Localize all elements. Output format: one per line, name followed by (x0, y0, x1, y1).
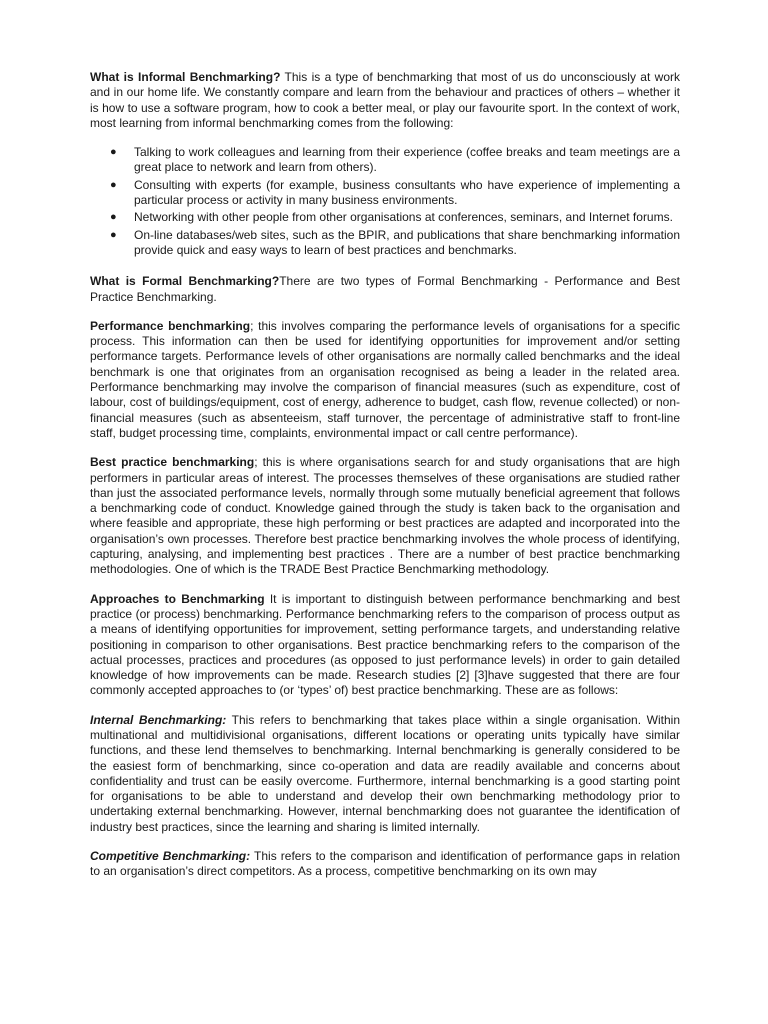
internal-text: This refers to benchmarking that takes place within a single organisation. Within multinational and multidivisional organisations, different locations or operating units typically have similar functions, and these lend themselves to benchmarking. Internal benchmarking is generally considered to be the easiest form of benchmarking, since co-operation and data are readily available and concerns about confidentiality and trust can be easily overcome. Furthermore, internal benchmarking is a good starting point for organisations to be able to understand and develop their own benchmarking methodology prior to undertaking external benchmarking. However, internal benchmarking does not guarantee the identification of industry best practices, since the learning and sharing is limited internally. (90, 712, 680, 834)
internal-heading: Internal Benchmarking: (90, 712, 227, 727)
best-practice-benchmarking-paragraph (90, 455, 680, 577)
approaches-paragraph (90, 592, 680, 699)
best-practice-heading: Best practice benchmarking (90, 455, 255, 470)
formal-benchmarking-paragraph (90, 274, 680, 305)
informal-heading: What is Informal Benchmarking? (90, 70, 281, 84)
formal-text: There are two types of Formal Benchmarking - Performance and Best Practice Benchmarking. (90, 274, 680, 304)
bullet-icon: ● (110, 211, 117, 224)
bullet-icon: ● (110, 146, 117, 159)
informal-benchmarking-paragraph (90, 70, 680, 131)
competitive-text: This refers to the comparison and identification of performance gaps in relation to an organisation’s direct competitors. As a process, competitive benchmarking on its own may (90, 849, 680, 879)
bullet-icon: ● (110, 178, 117, 191)
best-practice-text: ; this is where organisations search for and study organisations that are high performers in particular areas of interest. The processes themselves of these organisations are studied rather than just the associated performance levels, normally through some mutually beneficial agreement that follows a benchmarking code of conduct. Knowledge gained through the study is taken back to the organisation and where feasible and appropriate, these high performing or best practices are adapted and incorporated into the organisation’s own processes. Therefore best practice benchmarking involves the whole process of identifying, capturing, analysing, and implementing best practices . There are a number of best practice benchmarking methodologies. One of which is the TRADE Best Practice Benchmarking methodology. (90, 455, 680, 577)
competitive-heading: Competitive Benchmarking: (90, 849, 251, 864)
performance-benchmarking-paragraph (90, 319, 680, 441)
list-item: ● Consulting with experts (for example, business consultants who have experience of implementing a particular process or activity in many business environments. (110, 177, 680, 208)
list-item: ● Networking with other people from other organisations at conferences, seminars, and Internet forums. (110, 210, 673, 225)
informal-bullet-list (90, 145, 680, 258)
approaches-heading: Approaches to Benchmarking (90, 591, 265, 606)
list-item: ● On-line databases/web sites, such as the BPIR, and publications that share benchmarking information provide quick and easy ways to learn of best practices and benchmarks. (110, 227, 680, 257)
performance-heading: Performance benchmarking (90, 318, 251, 333)
internal-benchmarking-paragraph (90, 713, 680, 835)
list-item: ● Talking to work colleagues and learning from their experience (coffee breaks and team meetings are a great place to network and learn from others). (110, 145, 680, 175)
performance-text: ; this involves comparing the performance levels of organisations for a specific process. This information can then be used for identifying opportunities for improvement and/or setting performance targets. Performance levels of other organisations are normally called benchmarks and the ideal benchmark is one that originates from an organisation recognised as being a leader in the related area. Performance benchmarking may involve the comparison of financial measures (such as expenditure, cost of labour, cost of buildings/equipment, cost of energy, adherence to budget, cash flow, revenue collected) or non-financial measures (such as absenteeism, staff turnover, the percentage of administrative staff to front-line staff, budget processing time, complaints, environmental impact or call centre performance). (90, 318, 680, 440)
formal-heading: What is Formal Benchmarking? (90, 274, 280, 289)
approaches-text: It is important to distinguish between performance benchmarking and best practice (or process) benchmarking. Performance benchmarking refers to the comparison of process output as a means of identifying opportunities for improvement, setting performance targets, and understanding relative positioning in comparison to other organisations. Best practice benchmarking refers to the comparison of the actual processes, practices and procedures (as opposed to just performance levels) in order to gain detailed knowledge of how improvements can be made. Research studies [2] [3]have suggested that there are four commonly accepted approaches to (or ‘types’ of) best practice benchmarking. These are as follows: (90, 591, 681, 698)
informal-text: This is a type of benchmarking that most of us do unconsciously at work and in our home life. We constantly compare and learn from the behaviour and practices of others – whether it is how to use a software program, how to cook a better meal, or play our favourite sport. In the context of work, most learning from informal benchmarking comes from the following: (90, 70, 680, 130)
bullet-icon: ● (110, 228, 117, 241)
competitive-benchmarking-paragraph (90, 849, 680, 880)
